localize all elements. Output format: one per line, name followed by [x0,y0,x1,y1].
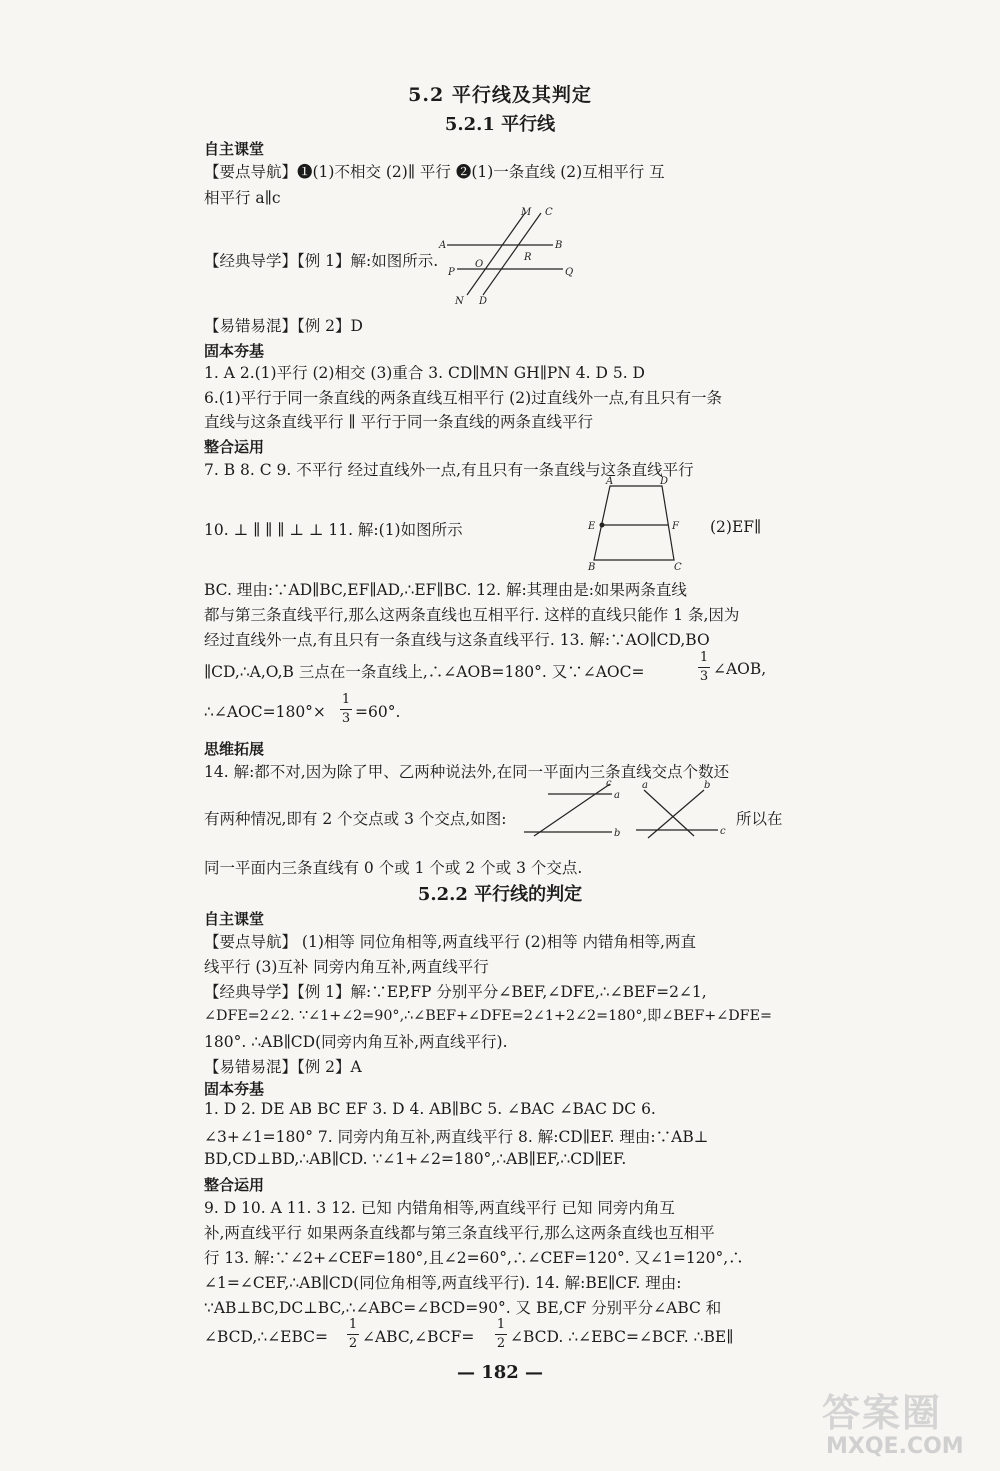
text-line: 直线与这条直线平行 ∥ 平行于同一条直线的两条直线平行 [204,413,594,431]
text-line: ∠3+∠1=180° 7. 同旁内角互补,两直线平行 8. 解:CD∥EF. 理由:∵AB⊥ [204,1128,709,1146]
fraction-numerator: 1 [496,1317,506,1332]
heading-guben: 固本夯基 [204,1080,265,1098]
fraction-denominator: 2 [348,1336,358,1351]
heading-zhenghe: 整合运用 [204,1176,265,1194]
page-number: — 182 — [456,1362,544,1383]
text-line: 1. D 2. DE AB BC EF 3. D 4. AB∥BC 5. ∠BAC ∠BAC DC 6. [204,1100,656,1118]
text-line: 相平行 a∥c [204,189,281,207]
text-line: ∠1=∠CEF,∴AB∥CD(同位角相等,两直线平行). 14. 解:BE∥CF. 理由: [204,1274,682,1292]
text-line: BD,CD⊥BD,∴AB∥CD. ∵∠1+∠2=180°,∴AB∥EF,∴CD∥EF. [204,1150,627,1168]
label-B: B [588,562,596,573]
watermark [812,1382,992,1466]
text-line: ∵AB⊥BC,DC⊥BC,∴∠ABC=∠BCD=90°. 又 BE,CF 分别平分∠ABC 和 [204,1299,722,1317]
figure-parallel-lines [439,205,575,310]
text-line: 9. D 10. A 11. 3 12. 已知 内错角相等,两直线平行 已知 同旁内角互 [204,1199,675,1217]
text-line: =60°. [355,703,401,721]
watermark-url: MXQE.COM [826,1434,964,1459]
text-line: ∠BCD. ∴∠EBC=∠BCF. ∴BE∥ [510,1328,734,1346]
text-line: 补,两直线平行 如果两条直线都与第三条直线平行,那么这两条直线也互相平 [204,1224,715,1242]
text-line: 行 13. 解:∵∠2+∠CEF=180°,且∠2=60°,∴∠CEF=120°. 又∠1=120°,∴ [204,1249,744,1267]
text-line: 14. 解:都不对,因为除了甲、乙两种说法外,在同一平面内三条直线交点个数还 [204,763,730,781]
text-line: 【经典导学】【例 1】解:∵EP,FP 分别平分∠BEF,∠DFE,∴∠BEF=2∠1, [204,983,707,1001]
subsection-title-5-2-2: 5.2.2 平行线的判定 [417,884,583,905]
label-Q: Q [565,267,574,278]
text-line: 所以在 [736,810,783,828]
text-line: ∠BCD,∴∠EBC= [204,1328,329,1346]
text-line: 【易错易混】【例 2】A [204,1058,362,1076]
heading-zizhu: 自主课堂 [204,910,265,928]
text-line: ∠AOB, [713,660,767,678]
fraction-bar [340,709,352,710]
heading-siwei: 思维拓展 [204,740,265,758]
label-c: c [606,778,612,789]
text-line: 6.(1)平行于同一条直线的两条直线互相平行 (2)过直线外一点,有且只有一条 [204,389,723,407]
text-line: ∠DFE=2∠2. ∵∠1+∠2=90°,∴∠BEF+∠DFE=2∠1+2∠2=180°,即∠BEF+∠DFE= [204,1008,773,1024]
label-c: c [720,826,726,837]
label-F: F [672,521,679,532]
heading-guben: 固本夯基 [204,342,265,360]
text-line: BC. 理由:∵AD∥BC,EF∥AD,∴EF∥BC. 12. 解:其理由是:如果两条直线 [204,581,687,599]
text-line: ∴∠AOC=180°× [204,703,326,721]
heading-zhenghe: 整合运用 [204,438,265,456]
fraction-denominator: 3 [699,669,709,684]
heading-zizhu: 自主课堂 [204,140,265,158]
label-a: a [614,790,620,801]
label-b: b [614,828,621,839]
text-line: 7. B 8. C 9. 不平行 经过直线外一点,有且只有一条直线与这条直线平行 [204,461,694,479]
subsection-title-5-2-1: 5.2.1 平行线 [444,114,556,135]
text-line: 180°. ∴AB∥CD(同旁内角互补,两直线平行). [204,1033,508,1051]
fraction-denominator: 2 [496,1336,506,1351]
label-A: A [606,476,614,487]
fraction-bar [495,1334,507,1335]
text-line: 1. A 2.(1)平行 (2)相交 (3)重合 3. CD∥MN GH∥PN 4. D 5. D [204,364,645,382]
fraction-bar [698,667,710,668]
label-R: R [524,252,532,263]
figure-two-intersections [520,780,625,842]
text-line: 同一平面内三条直线有 0 个或 1 个或 2 个或 3 个交点. [204,859,583,877]
text-line: 经过直线外一点,有且只有一条直线与这条直线平行. 13. 解:∵AO∥CD,BO [204,631,710,649]
text-line: (2)EF∥ [710,518,762,536]
fraction-bar [347,1334,359,1335]
text-line: 都与第三条直线平行,那么这两条直线也互相平行. 这样的直线只能作 1 条,因为 [204,606,740,624]
fraction-numerator: 1 [341,692,351,707]
label-b: b [704,780,711,791]
text-line: 【要点导航】 (1)相等 同位角相等,两直线平行 (2)相等 内错角相等,两直 [204,933,696,951]
fraction-numerator: 1 [699,650,709,665]
fraction-denominator: 3 [341,711,351,726]
watermark-logo: 答案圈 [822,1391,943,1435]
text-line: ∥CD,∴A,O,B 三点在一条直线上,∴∠AOB=180°. 又∵∠AOC= [204,663,645,681]
text-line: 10. ⊥ ∥ ∥ ∥ ⊥ ⊥ 11. 解:(1)如图所示 [204,521,463,539]
text-line: ∠ABC,∠BCF= [362,1328,475,1346]
label-E: E [588,521,596,532]
text-line: 【易错易混】【例 2】D [204,317,363,335]
label-B: B [555,240,563,251]
text-line: 线平行 (3)互补 同旁内角互补,两直线平行 [204,958,489,976]
label-D: D [660,476,669,487]
figure-trapezoid [582,476,692,573]
label-P: P [448,267,455,278]
fraction-numerator: 1 [348,1317,358,1332]
text-line: 【经典导学】【例 1】解:如图所示. [204,252,439,270]
text-line: 【要点导航】❶(1)不相交 (2)∥ 平行 ❷(1)一条直线 (2)互相平行 互 [204,163,665,181]
label-A: A [439,240,447,251]
label-M: M [521,207,532,218]
text-line: 有两种情况,即有 2 个交点或 3 个交点,如图: [204,810,507,828]
label-C: C [674,562,682,573]
label-a: a [642,780,648,791]
label-D: D [479,296,488,307]
label-O: O [475,259,484,270]
label-C: C [545,207,553,218]
figure-three-intersections [634,780,734,842]
label-N: N [455,296,464,307]
section-title: 5.2 平行线及其判定 [408,84,592,106]
